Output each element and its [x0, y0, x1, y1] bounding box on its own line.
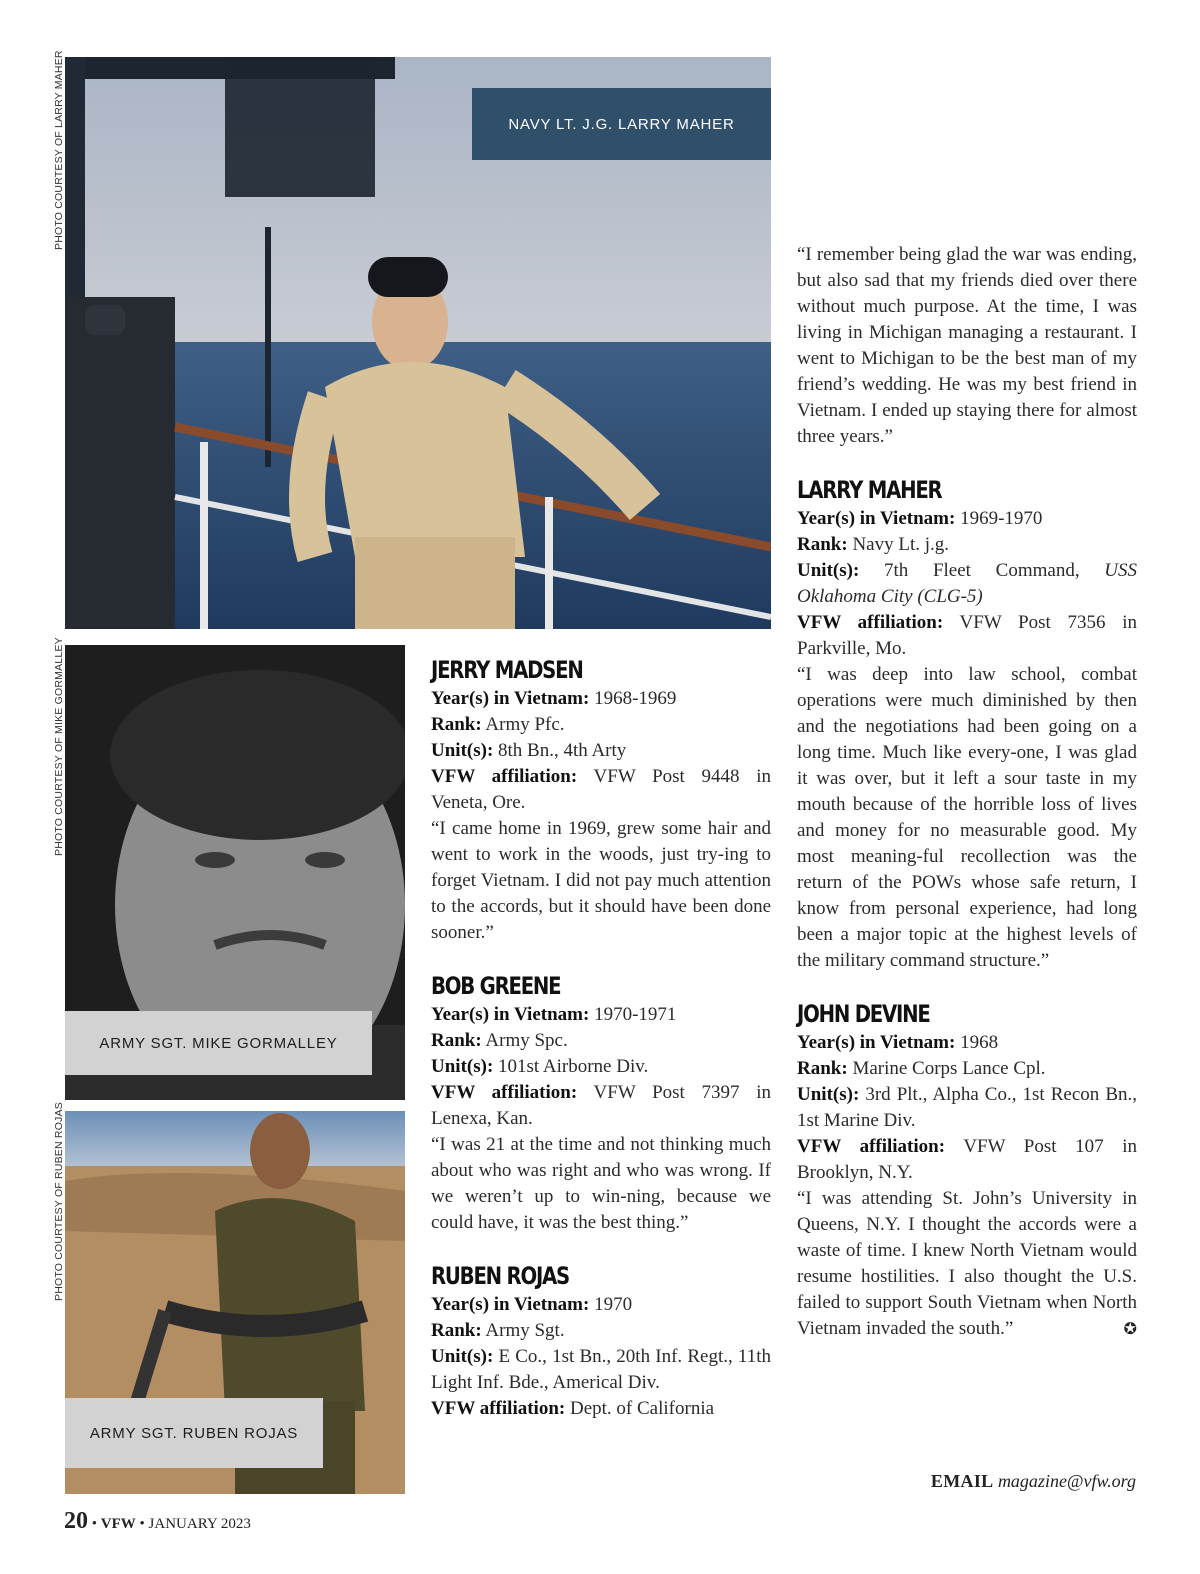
value-years: 1968	[960, 1032, 999, 1053]
label-vfw: VFW affiliation:	[431, 1398, 566, 1419]
quote-john-devine-wrap	[797, 1186, 1137, 1342]
quote-bob-greene: “I was 21 at the time and not thinking much about who was right and who was wrong. If we weren’t up to win-ning, because we could have, it was the best thing.”	[431, 1134, 771, 1233]
label-vfw: VFW affiliation:	[431, 766, 578, 787]
entry-ruben-rojas	[431, 1262, 771, 1422]
label-units: Unit(s):	[797, 1084, 860, 1105]
fact-rank	[797, 1056, 1137, 1082]
fact-rank	[431, 712, 771, 738]
fact-vfw	[431, 1396, 771, 1422]
quote-jerry-madsen: “I came home in 1969, grew some hair and went to work in the woods, just try-ing to forget Vietnam. I did not pay much attention to the accords, but it should have been done sooner.”	[431, 818, 771, 943]
label-years: Year(s) in Vietnam:	[431, 688, 590, 709]
caption-ruben-rojas: ARMY SGT. RUBEN ROJAS	[65, 1398, 323, 1468]
photo-credit-maher: PHOTO COURTESY OF LARRY MAHER	[53, 50, 65, 250]
label-years: Year(s) in Vietnam:	[797, 1032, 956, 1053]
value-rank: Marine Corps Lance Cpl.	[852, 1058, 1046, 1079]
fact-vfw	[431, 1080, 771, 1132]
value-rank: Army Spc.	[485, 1030, 568, 1051]
label-years: Year(s) in Vietnam:	[431, 1004, 590, 1025]
value-vfw: VFW Post 7397 in Lenexa, Kan.	[431, 1082, 771, 1129]
fact-units	[431, 738, 771, 764]
footer-separator: •	[139, 1516, 145, 1532]
value-years: 1970-1971	[594, 1004, 677, 1025]
photo-credit-gormalley: PHOTO COURTESY OF MIKE GORMALLEY	[53, 637, 65, 856]
label-vfw: VFW affiliation:	[797, 1136, 946, 1157]
name-ruben-rojas: RUBEN ROJAS	[431, 1262, 569, 1290]
fact-years	[431, 1002, 771, 1028]
column-right	[797, 242, 1137, 1342]
value-vfw: VFW Post 7356 in Parkville, Mo.	[797, 612, 1137, 659]
value-units: 8th Bn., 4th Arty	[498, 740, 627, 761]
issue-date: JANUARY 2023	[148, 1516, 251, 1532]
fact-rank	[797, 532, 1137, 558]
value-units: 101st Airborne Div.	[498, 1056, 649, 1077]
label-years: Year(s) in Vietnam:	[797, 508, 956, 529]
label-years: Year(s) in Vietnam:	[431, 1294, 590, 1315]
label-units: Unit(s):	[431, 1056, 494, 1077]
value-units: 3rd Plt., Alpha Co., 1st Recon Bn., 1st Marine Div.	[797, 1084, 1137, 1131]
label-rank: Rank:	[797, 534, 848, 555]
fact-years	[797, 1030, 1137, 1056]
label-rank: Rank:	[797, 1058, 848, 1079]
value-years: 1969-1970	[960, 508, 1043, 529]
label-units: Unit(s):	[797, 560, 860, 581]
value-rank: Army Sgt.	[485, 1320, 565, 1341]
label-vfw: VFW affiliation:	[797, 612, 944, 633]
value-units: E Co., 1st Bn., 20th Inf. Regt., 11th Light Inf. Bde., Americal Div.	[431, 1346, 771, 1393]
entry-john-devine	[797, 1000, 1137, 1342]
value-ship: USS Oklahoma City (CLG-5)	[797, 560, 1138, 607]
fact-vfw	[431, 764, 771, 816]
name-jerry-madsen: JERRY MADSEN	[431, 656, 583, 684]
label-rank: Rank:	[431, 1320, 482, 1341]
value-vfw: VFW Post 9448 in Veneta, Ore.	[431, 766, 771, 813]
label-rank: Rank:	[431, 1030, 482, 1051]
value-rank: Navy Lt. j.g.	[852, 534, 950, 555]
magazine-name: VFW	[100, 1516, 136, 1532]
quote-john-devine: “I was attending St. John’s University in Queens, N.Y. I thought the accords were a waste of time. I knew North Vietnam would resume hostilities. I also thought the U.S. failed to support South Vietnam when North Vietnam invaded the south.”	[797, 1188, 1137, 1339]
value-rank: Army Pfc.	[485, 714, 565, 735]
entry-bob-greene	[431, 972, 771, 1236]
name-john-devine: JOHN DEVINE	[797, 1000, 930, 1028]
end-mark-icon: ✪	[1123, 1319, 1137, 1338]
fact-years	[797, 506, 1137, 532]
fact-units	[797, 1082, 1137, 1134]
value-units: 7th Fleet Command,	[883, 560, 1080, 581]
quote-larry-maher: “I remember being glad the war was ending, but also sad that my friends died over there without much purpose. At the time, I was living in Michigan managing a restaurant. I went to Michigan to be the best man of my friend’s wedding. He was my best friend in Vietnam. I ended up staying there for almost three years.”	[797, 244, 1137, 447]
fact-rank	[431, 1318, 771, 1344]
label-rank: Rank:	[431, 714, 482, 735]
entry-larry-maher	[797, 476, 1137, 662]
fact-rank	[431, 1028, 771, 1054]
value-years: 1970	[594, 1294, 633, 1315]
footer-separator: •	[91, 1516, 98, 1532]
fact-years	[431, 686, 771, 712]
value-years: 1968-1969	[594, 688, 677, 709]
fact-vfw	[797, 610, 1137, 662]
caption-larry-maher: NAVY LT. J.G. LARRY MAHER	[472, 88, 771, 160]
page-footer	[64, 1508, 251, 1535]
column-middle	[431, 656, 771, 1422]
page-number: 20	[64, 1508, 88, 1534]
fact-units	[431, 1054, 771, 1080]
fact-units	[431, 1344, 771, 1396]
fact-units	[797, 558, 1137, 610]
caption-mike-gormalley: ARMY SGT. MIKE GORMALLEY	[65, 1011, 372, 1075]
name-bob-greene: BOB GREENE	[431, 972, 561, 1000]
entry-jerry-madsen	[431, 656, 771, 946]
label-vfw: VFW affiliation:	[431, 1082, 578, 1103]
fact-years	[431, 1292, 771, 1318]
value-vfw: VFW Post 107 in Brooklyn, N.Y.	[797, 1136, 1137, 1183]
email-line	[931, 1471, 1136, 1492]
label-units: Unit(s):	[431, 740, 494, 761]
fact-vfw	[797, 1134, 1137, 1186]
value-vfw: Dept. of California	[569, 1398, 715, 1419]
quote-mike-gormalley: “I was deep into law school, combat operations were much diminished by then and the negotiations had been going on a long time. Much like every-one, I was glad it was over, but it left a sour taste in my mouth because of the horrible loss of lives and money for no measurable good. My most meaning-ful recollection was the return of the POWs whose safe return, I know from personal experience, had long been a major topic at the highest levels of the military command structure.”	[797, 664, 1137, 971]
email-label: EMAIL	[930, 1471, 994, 1491]
label-units: Unit(s):	[431, 1346, 494, 1367]
email-link[interactable]: magazine@vfw.org	[997, 1471, 1136, 1491]
name-larry-maher: LARRY MAHER	[797, 476, 942, 504]
photo-credit-rojas: PHOTO COURTESY OF RUBEN ROJAS	[53, 1102, 65, 1301]
